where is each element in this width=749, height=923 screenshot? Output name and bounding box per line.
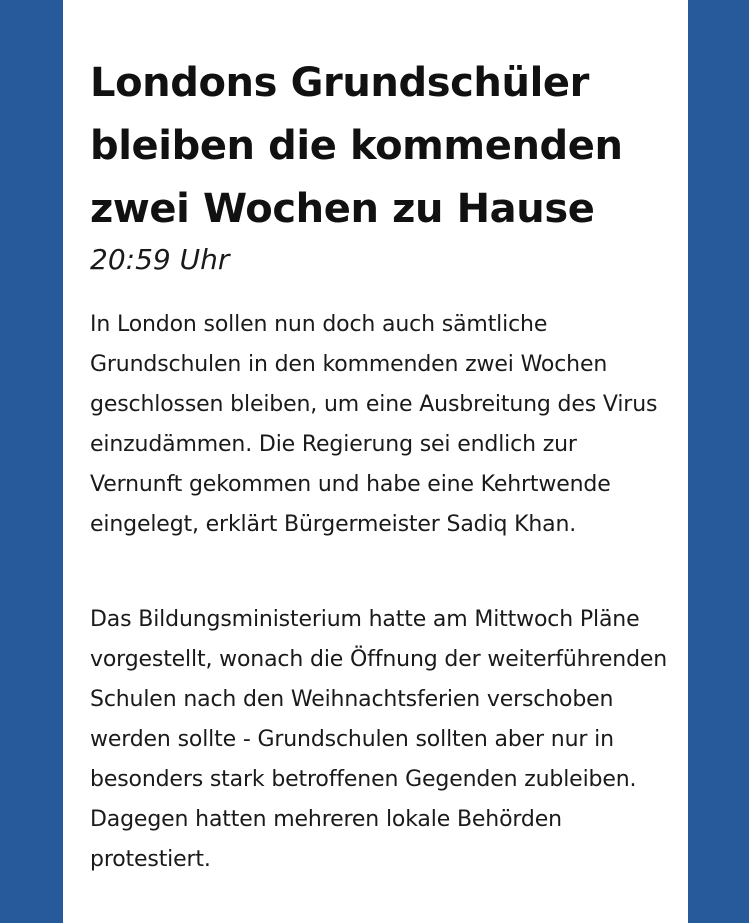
article-paragraph-2: Das Bildungsministerium hatte am Mittwoch Pläne vorgestellt, wonach die Öffnung der weiterführenden Schulen nach den Weihnachtsferien verschoben werden sollte - Grundschulen sollten aber nur in besonders stark betroffenen Gegenden zubleiben. Dagegen hatten mehreren lokale Behörden protestiert. bbox=[90, 607, 668, 872]
right-blue-border bbox=[688, 0, 749, 923]
article-headline: Londons Grundschüler bleiben die kommenden zwei Wochen zu Hause bbox=[90, 60, 623, 232]
article-card bbox=[63, 0, 688, 923]
article-paragraph-1: In London sollen nun doch auch sämtliche Grundschulen in den kommenden zwei Wochen geschlossen bleiben, um eine Ausbreitung des Virus einzudämmen. Die Regierung sei endlich zur Vernunft gekommen und habe eine Kehrtwende eingelegt, erklärt Bürgermeister Sadiq Khan. bbox=[90, 312, 658, 537]
left-blue-border bbox=[0, 0, 63, 923]
article-timestamp: 20:59 Uhr bbox=[90, 243, 230, 276]
